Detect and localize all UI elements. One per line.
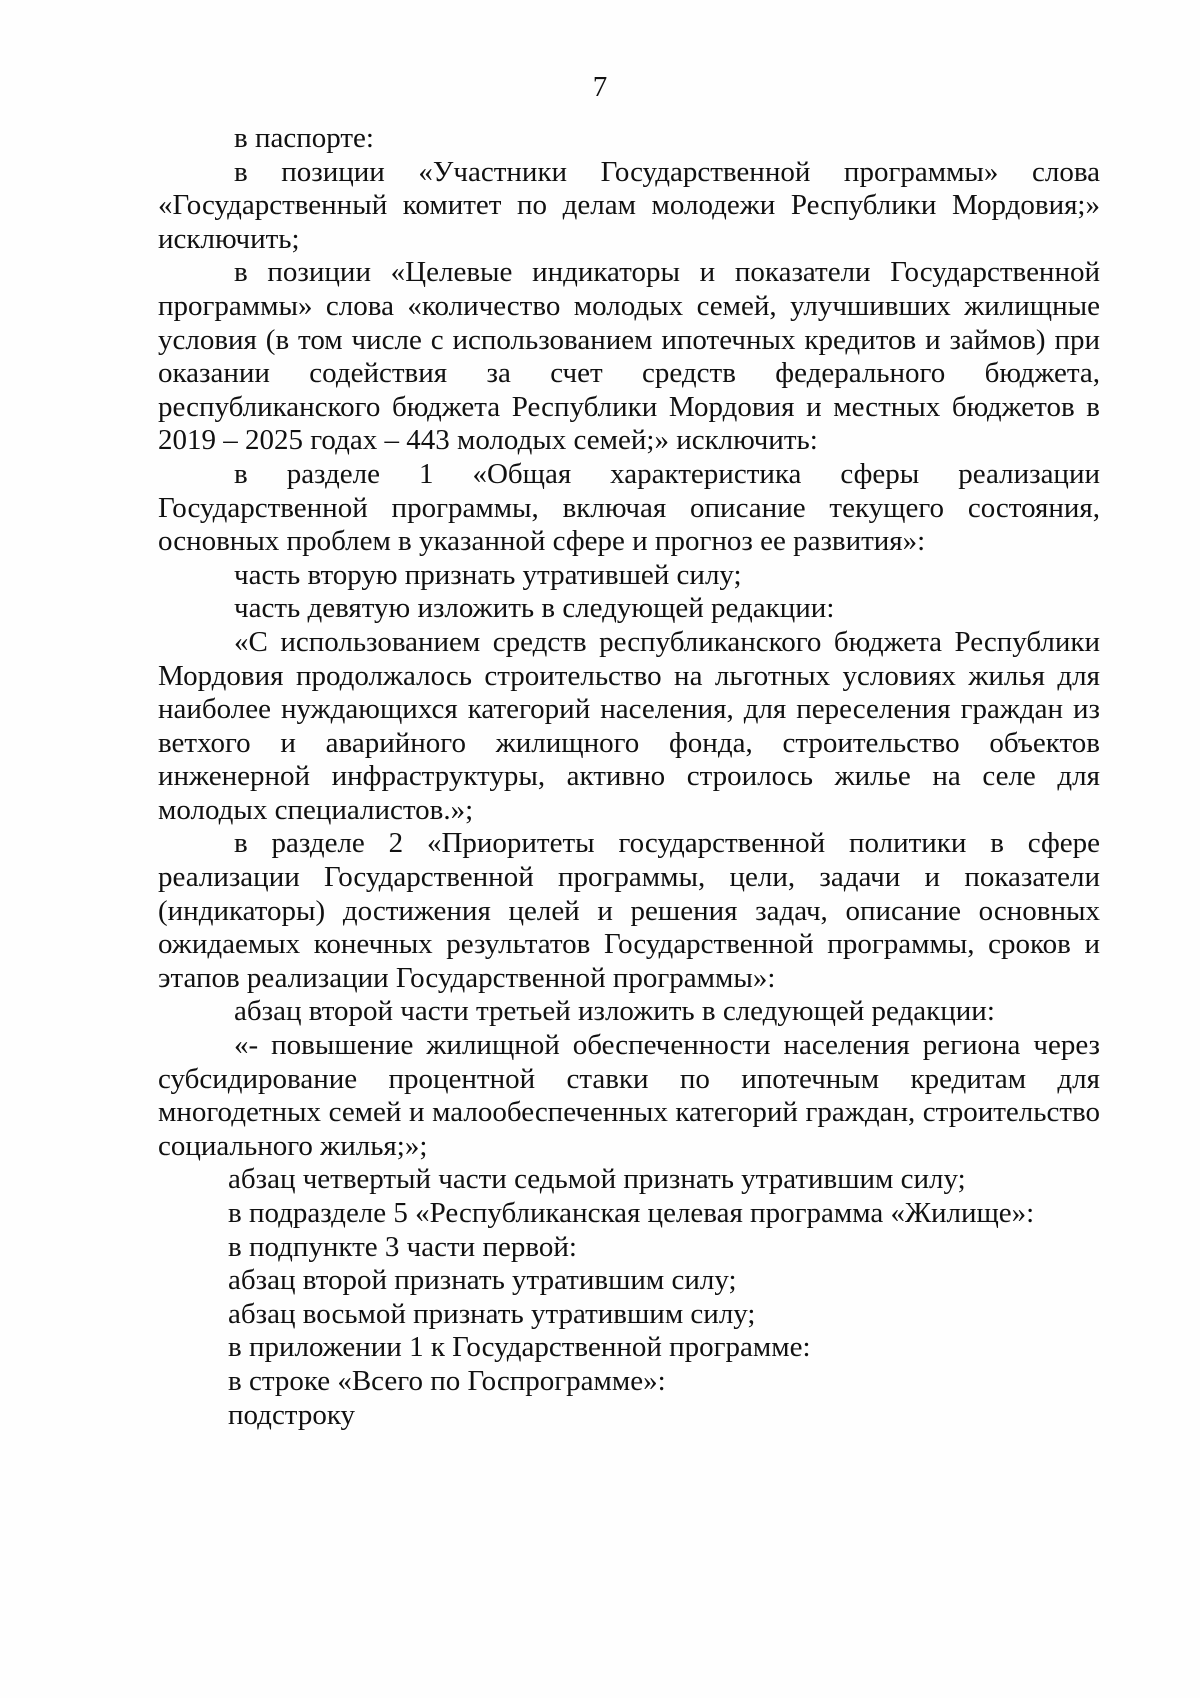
paragraph-quote-construction: «С использованием средств республиканского бюджета Республики Мордовия продолжалось строительство на льготных условиях жилья для наиболее нуждающихся категорий населения, для переселения граждан из ветхого и аварийного жилищного фонда, строительство объектов инженерной инфраструктуры, активно строилось жилье на селе для молодых специалистов.»; [158, 625, 1100, 826]
paragraph-appendix-1: в приложении 1 к Государственной программе: [228, 1331, 811, 1364]
paragraph-part-two: часть вторую признать утратившей силу; [234, 558, 742, 591]
paragraph-passport: в паспорте: [234, 122, 374, 154]
paragraph-subitem-3: в подпункте 3 части первой: [228, 1230, 577, 1263]
paragraph-eighth-void: абзац восьмой признать утратившим силу; [228, 1297, 756, 1330]
paragraph-part-nine: часть девятую изложить в следующей редакции: [234, 592, 835, 625]
page-number: 7 [592, 71, 608, 103]
paragraph-subsection-5: в подразделе 5 «Республиканская целевая программа «Жилище»: [228, 1197, 1035, 1229]
document-body [158, 122, 1100, 1432]
paragraph-subrow: подстроку [228, 1398, 356, 1431]
paragraph-section-1: в разделе 1 «Общая характеристика сферы реализации Государственной программы, включая описание текущего состояния, основных проблем в указанной сфере и прогноз ее развития»: [158, 457, 1100, 558]
paragraph-indicators: в позиции «Целевые индикаторы и показатели Государственной программы» слова «количество молодых семей, улучшивших жилищные условия (в том числе с использованием ипотечных кредитов и займов) при оказании содействия за счет средств федерального бюджета, республиканского бюджета Республики Мордовия и местных бюджетов в 2019 – 2025 годах – 443 молодых семей;» исключить: [158, 256, 1100, 457]
paragraph-quote-housing: «- повышение жилищной обеспеченности населения региона через субсидирование процентной ставки по ипотечным кредитам для многодетных семей и малообеспеченных категорий граждан, строительство социального жилья;»; [158, 1029, 1100, 1162]
paragraph-second-void: абзац второй признать утратившим силу; [228, 1264, 737, 1297]
paragraph-part-seven: абзац четвертый части седьмой признать утратившим силу; [228, 1163, 966, 1196]
paragraph-total-row: в строке «Всего по Госпрограмме»: [228, 1364, 666, 1397]
paragraph-section-2: в разделе 2 «Приоритеты государственной политики в сфере реализации Государственной программы, цели, задачи и показатели (индикаторы) достижения целей и решения задач, описание основных ожидаемых конечных результатов Государственной программы, сроков и этапов реализации Государственной программы»: [158, 827, 1100, 994]
paragraph-participants: в позиции «Участники Государственной программы» слова «Государственный комитет по делам молодежи Республики Мордовия;» исключить; [158, 155, 1100, 255]
paragraph-part-three: абзац второй части третьей изложить в следующей редакции: [234, 995, 995, 1028]
